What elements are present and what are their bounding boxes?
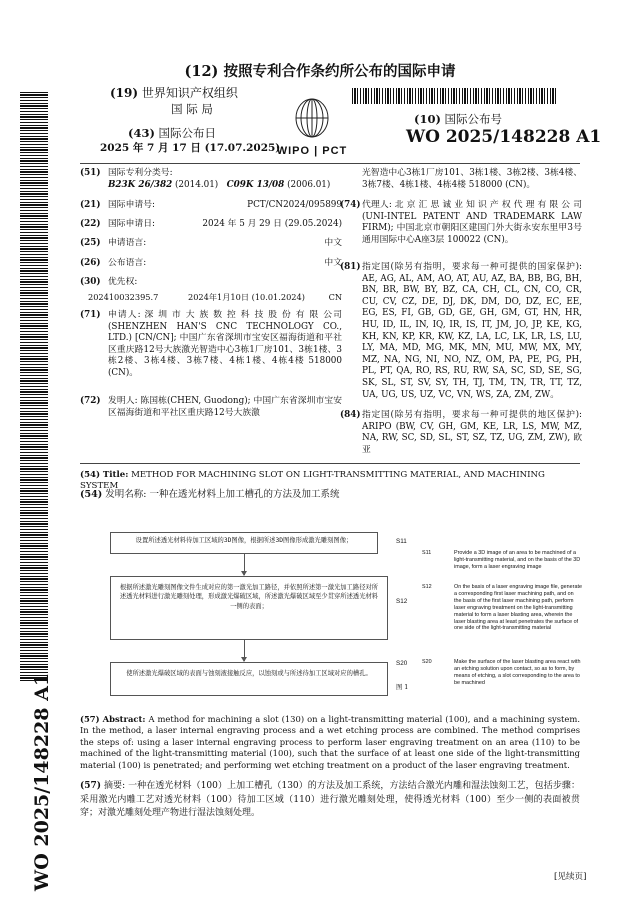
flow-arrow-2 xyxy=(244,640,245,661)
abstract-zh-text: 一种在透光材料（100）上加工槽孔（130）的方法及加工系统，方法结合激光内雕和湿法蚀刻工艺，包括步骤：采用激光内雕工艺对透光材料（100）待加工区域（110）进行激光雕刻处理，使得透光材料（100）至少一侧的表面被贯穿；对激光雕刻处理产物进行湿法蚀刻处理。 xyxy=(80,781,580,818)
f25-label: 申请语言: xyxy=(108,238,147,248)
wipo-logo xyxy=(272,96,352,158)
title-zh-label: 发明名称: xyxy=(105,489,147,500)
field-84 xyxy=(340,410,582,456)
legend-s12-text: On the basis of a laser engraving image file, generate a corresponding first laser machining path, and on the basis of the first laser machining path, perform laser engraving treatment on the light-transmitting material to form a laser blasting area, wherein the laser blasting area at least penetrates the surface of one side of the light-transmitting material xyxy=(454,584,582,632)
f81-text: 指定国(除另有指明，要求每一种可提供的国家保护): AE, AG, AL, AM, AO, AT, AU, AZ, BA, BB, BG, BH, BN, BR, BW, BY, BZ, CA, CH, CL, CN, CO, CR, CU, CV, CZ, DE, DJ, DK, DM, DO, DZ, EC, EE, EG, ES, FI, GB, GD, GE, GH, GM, GT, HN, HR, HU, ID, IL, IN, IQ, IR, IS, IT, JM, JO, JP, KE, KG, KH, KN, KP, KR, KW, KZ, LA, LC, LK, LR, LS, LU, LY, MA, MD, MG, MK, MN, MU, MW, MX, MY, MZ, NA, NG, NI, NO, NZ, OM, PA, PE, PG, PH, PL, PT, QA, RO, RS, RU, RW, SA, SC, SD, SE, SG, SK, SL, ST, SV, SY, TH, TJ, TM, TN, TR, TT, TZ, UA, UG, US, UZ, VC, VN, WS, ZA, ZM, ZW。 xyxy=(362,262,582,400)
f25-code: (25) xyxy=(80,238,101,248)
side-pubno: WO 2025/148228 A1 xyxy=(31,672,53,892)
flowchart-figure xyxy=(100,520,580,710)
priority-country: CN xyxy=(328,292,342,302)
legend-s11 xyxy=(422,550,582,571)
flow-step-s11-box: 设置所述透光材料待加工区域的3D图像，根据所述3D图像形成激光雕刻图像； xyxy=(110,532,378,554)
priority-number: 202410032395.7 xyxy=(88,292,159,302)
legend-s20-code: S20 xyxy=(422,659,432,665)
f25-value: 中文 xyxy=(324,238,342,248)
title-en-code: (54) xyxy=(80,470,101,480)
field-25 xyxy=(80,238,342,250)
field-30 xyxy=(80,277,342,289)
legend-s12 xyxy=(422,584,582,632)
f74-text: 代理人: 北 京 汇 思 诚 业 知 识 产 权 代 理 有 限 公 司 (UNI-INTEL PATENT AND TRADEMARK LAW FIRM); 中国北京市朝阳区建国门外大街永安东里甲3号通用国际中心A座3层 100022 (CN)。 xyxy=(362,200,582,245)
abstract-zh-label: 摘要: xyxy=(103,781,126,791)
title-en-label: Title: xyxy=(102,470,129,480)
field-22 xyxy=(80,219,342,231)
logo-text: WIPO | PCT xyxy=(276,145,348,158)
inventor-address-cont: 光智造中心3栋1厂房101、3栋1楼、3栋2楼、3栋4楼、3栋7楼、4栋1楼、4栋4楼 518000 (CN)。 xyxy=(362,168,582,190)
f26-value: 中文 xyxy=(324,258,342,268)
flow-step-s20-box: 使所述激光爆破区域的表面与蚀刻液接触反应，以蚀刻或与所述待加工区域对应的槽孔。 xyxy=(110,662,388,696)
abstract-zh xyxy=(80,780,580,821)
flow-step-s12-label: S12 xyxy=(396,598,408,605)
fields-divider xyxy=(80,463,580,464)
field-81 xyxy=(340,262,582,401)
pubdate-label: 国际公布日 xyxy=(158,126,217,140)
f72-code: (72) xyxy=(80,396,101,406)
f22-value: 2024 年 5 月 29 日 (29.05.2024) xyxy=(202,219,342,229)
field-71 xyxy=(80,310,342,380)
pubdate-value: 2025 年 7 月 17 日 (17.07.2025) xyxy=(100,142,281,154)
legend-s20-text: Make the surface of the laser blasting area react with an etching solution upon contact, so as to form, by means of etching, a slot corresponding to the area to be machined xyxy=(454,659,581,686)
f71-code: (71) xyxy=(80,310,101,320)
abstract-en-code: (57) xyxy=(80,714,100,724)
org-subname: 国 际 局 xyxy=(171,102,213,116)
title-zh xyxy=(80,489,580,502)
f26-label: 公布语言: xyxy=(108,258,147,268)
legend-s12-code: S12 xyxy=(422,584,432,590)
document-title: (12) 按照专利合作条约所公布的国际申请 xyxy=(184,63,456,80)
field-21 xyxy=(80,200,342,212)
f71-text: 申请人: 深 圳 市 大 族 数 控 科 技 股 份 有 限 公司(SHENZHEN HAN'S CNC TECHNOLOGY CO., LTD.) [CN/CN]; 中国广东省深圳市宝安区福海街道和平社区重庆路12号大族激光智造中心3栋1厂房101、3栋1楼、3栋2楼、3栋4楼、3栋7楼、4栋1楼、4栋4楼 518000 (CN)。 xyxy=(108,310,342,379)
abstract-zh-code: (57) xyxy=(80,781,102,791)
legend-s11-text: Provide a 3D image of an area to be machined of a light-transmitting material, and on the basis of the 3D image, form a laser engraving image xyxy=(454,550,581,570)
field-26 xyxy=(80,258,342,270)
top-barcode xyxy=(352,88,558,104)
f51-class1: B23K 26/382 xyxy=(108,179,173,190)
title-zh-code: (54) xyxy=(80,489,103,500)
header-divider xyxy=(80,163,580,164)
continued-note: [见续页] xyxy=(554,872,587,882)
flow-step-s12-box: 根据所述激光雕刻图像文件生成对应的第一激光加工路径，并依照所述第一激光加工路径对所述透光材料进行激光雕刻处理，形成激光爆破区域，所述激光爆破区域至少贯穿所述透光材料一侧的表面； xyxy=(110,576,388,640)
priority-row xyxy=(88,292,342,303)
organization-name xyxy=(110,86,238,102)
f74-code: (74) xyxy=(340,200,361,210)
side-barcode xyxy=(20,92,48,682)
pubdate-code: (43) xyxy=(128,126,155,140)
f84-text: 指定国(除另有指明，要求每一种可提供的地区保护): ARIPO (BW, CV, GH, GM, KE, LR, LS, MW, MZ, NA, RW, SC, SD, SL, ST, SZ, TZ, UG, ZM, ZW), 欧亚 xyxy=(362,410,582,455)
f51-class1-date: (2014.01) xyxy=(175,179,219,190)
f26-code: (26) xyxy=(80,258,101,268)
field-72 xyxy=(80,396,342,419)
figure-caption: 图 1 xyxy=(396,684,409,691)
f51-class2: C09K 13/08 xyxy=(226,179,285,190)
pubno-label-block xyxy=(414,112,502,127)
f51-class2-date: (2006.01) xyxy=(287,179,331,190)
f72-text: 发明人: 陈国栋(CHEN, Guodong); 中国广东省深圳市宝安区福海街道和平社区重庆路12号大族激 xyxy=(108,396,342,418)
f22-code: (22) xyxy=(80,219,101,229)
abstract-en-text: A method for machining a slot (130) on a light-transmitting material (100), and a machining system. In the method, a laser internal engraving process and a wet etching process are combined. The method comprises the steps of: using a laser internal engraving process to perform laser engraving treatment on an area (110) to be machined of the light-transmitting material (100), such that the surface of at least one side of the light-transmitting material (100) is penetrated; and performing wet etching treatment on a product of the laser engraving treatment. xyxy=(80,714,580,770)
f51-code: (51) xyxy=(80,168,101,178)
flow-arrow-1 xyxy=(244,554,245,575)
flow-step-s20-label: S20 xyxy=(396,660,408,667)
title-zh-value: 一种在透光材料上加工槽孔的方法及加工系统 xyxy=(149,489,340,500)
org-name: 世界知识产权组织 xyxy=(141,86,238,100)
f51-label: 国际专利分类号: xyxy=(108,168,173,178)
wipo-emblem-icon xyxy=(272,96,352,140)
pubno-value: WO 2025/148228 A1 xyxy=(406,127,602,147)
priority-date: 2024年1月10日 (10.01.2024) xyxy=(188,292,305,302)
f84-code: (84) xyxy=(340,410,361,420)
f81-code: (81) xyxy=(340,262,361,272)
legend-s20 xyxy=(422,659,582,687)
legend-s11-code: S11 xyxy=(422,550,432,556)
field-74 xyxy=(340,200,582,246)
f21-value: PCT/CN2024/095899 xyxy=(247,200,342,210)
f22-label: 国际申请日: xyxy=(108,219,155,229)
f30-label: 优先权: xyxy=(108,277,138,287)
org-code: (19) xyxy=(110,86,139,100)
f21-label: 国际申请号: xyxy=(108,200,155,210)
f30-code: (30) xyxy=(80,277,101,287)
pubno-label: 国际公布号 xyxy=(444,112,503,126)
flow-step-s11-label: S11 xyxy=(396,538,407,545)
abstract-en-label: Abstract: xyxy=(102,714,146,724)
field-51 xyxy=(80,168,342,191)
title-en-value: METHOD FOR MACHINING SLOT ON LIGHT-TRANSMITTING MATERIAL, AND MACHINING SYSTEM xyxy=(80,470,545,492)
pubdate-label-block xyxy=(128,126,216,141)
f21-code: (21) xyxy=(80,200,101,210)
abstract-en xyxy=(80,714,580,771)
pubno-code: (10) xyxy=(414,112,441,126)
